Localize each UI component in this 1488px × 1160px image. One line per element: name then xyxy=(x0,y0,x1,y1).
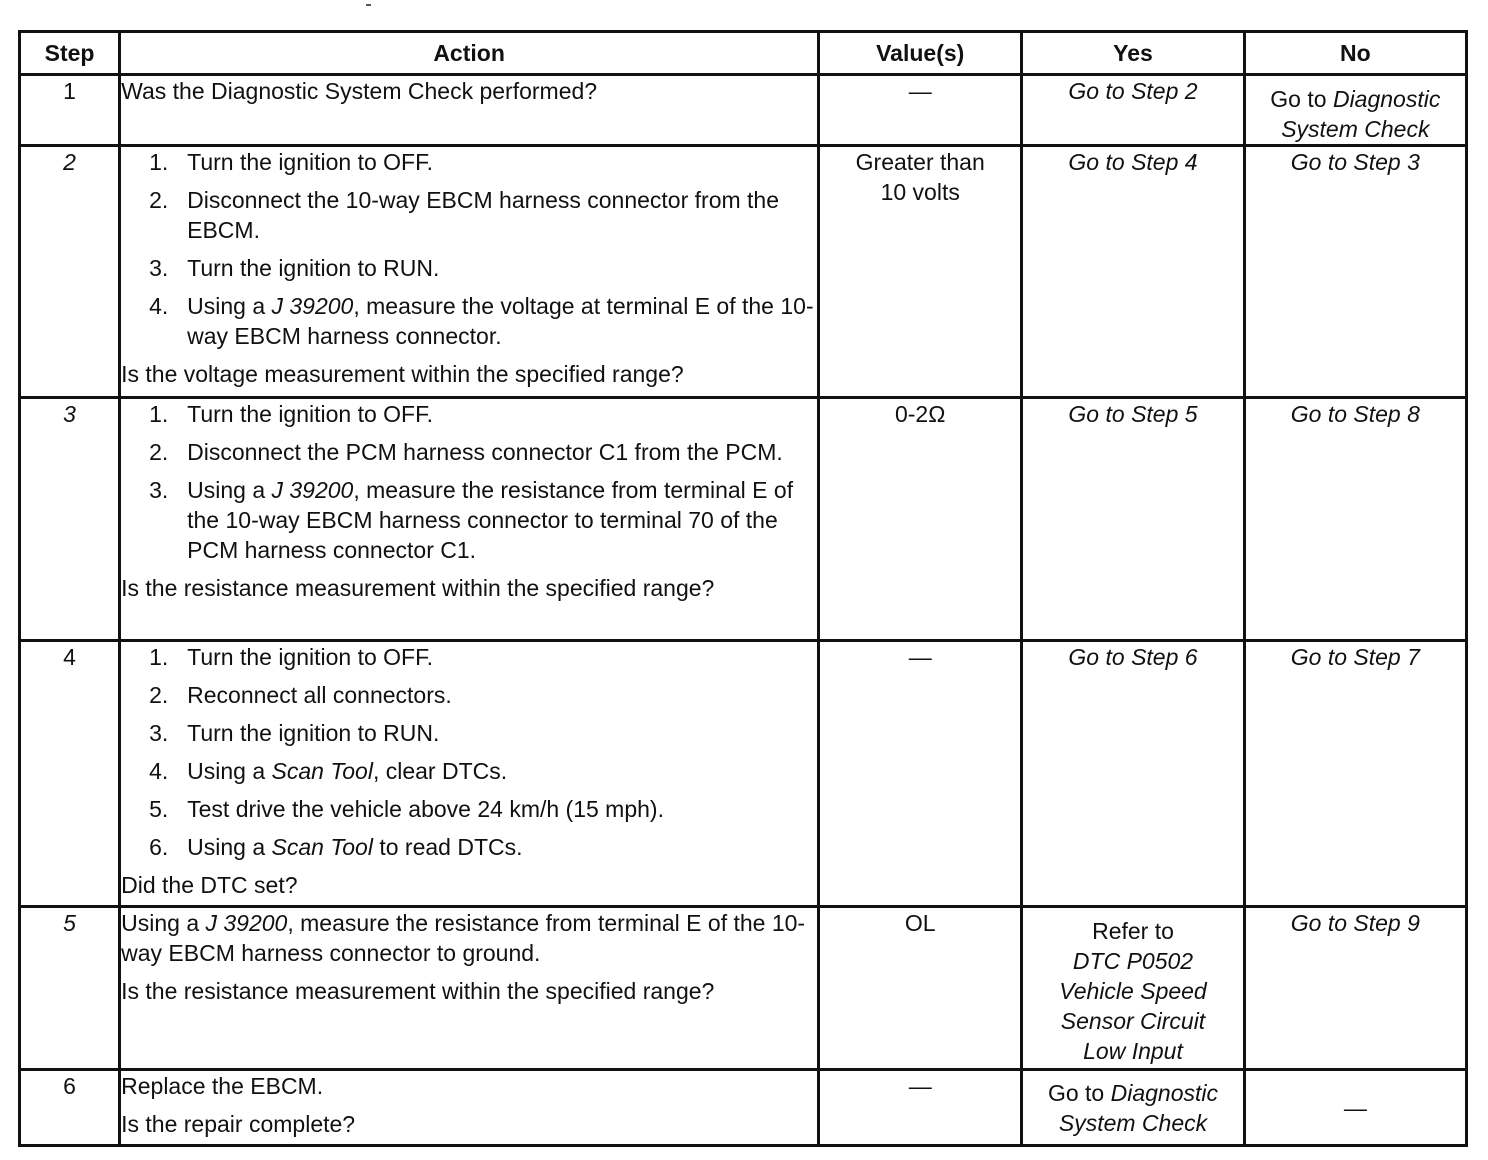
table-row-step-6 xyxy=(20,1070,1467,1146)
no-cell: Go to Step 7 xyxy=(1244,641,1466,907)
list-item: 2. Disconnect the PCM harness connector C1 from the PCM. xyxy=(149,439,783,465)
step-number: 6 xyxy=(20,1070,120,1146)
question-text: Is the resistance measurement within the specified range? xyxy=(121,978,715,1004)
action-cell xyxy=(120,1070,819,1146)
no-prefix: Go to xyxy=(1270,86,1333,112)
question-text: Is the resistance measurement within the specified range? xyxy=(121,575,715,601)
list-item: 2. Disconnect the 10-way EBCM harness connector from the EBCM. xyxy=(149,187,780,243)
table-row-step-4 xyxy=(20,641,1467,907)
no-cell: Go to Step 3 xyxy=(1244,146,1466,398)
diagnostic-table xyxy=(18,30,1468,1147)
yes-prefix: Go to xyxy=(1047,1079,1111,1106)
step-number: 1 xyxy=(20,75,120,146)
yes-cell: Go to Step 4 xyxy=(1022,146,1244,398)
yes-cell xyxy=(1022,1070,1244,1146)
header-values: Value(s) xyxy=(819,32,1022,75)
action-cell xyxy=(120,907,819,1070)
list-item: 6. Using a Scan Tool to read DTCs. xyxy=(149,834,523,860)
list-item: 3. Using a J 39200, measure the resistance from terminal E of the 10-way EBCM harness connector to terminal 70 of the PCM harness connector C1. xyxy=(149,477,794,563)
action-cell xyxy=(120,146,819,398)
no-cell: Go to Step 9 xyxy=(1244,907,1466,1070)
instruction-text: Replace the EBCM. xyxy=(121,1073,324,1099)
scan-mark xyxy=(366,4,371,6)
list-item: 4. Using a Scan Tool, clear DTCs. xyxy=(149,758,508,784)
action-cell xyxy=(120,75,819,146)
yes-cell: Go to Step 2 xyxy=(1022,75,1244,146)
step-number: 3 xyxy=(20,398,120,641)
yes-prefix: Refer to xyxy=(1092,918,1174,944)
action-cell xyxy=(120,398,819,641)
yes-cell xyxy=(1022,907,1244,1070)
list-item: 2. Reconnect all connectors. xyxy=(149,682,452,708)
list-item: 1. Turn the ignition to OFF. xyxy=(149,149,433,175)
value-cell: — xyxy=(819,1070,1022,1146)
header-action: Action xyxy=(120,32,819,75)
list-item: 4. Using a J 39200, measure the voltage at terminal E of the 10-way EBCM harness connector. xyxy=(149,293,814,349)
no-cell: — xyxy=(1244,1070,1466,1146)
yes-link-text: DTC P0502 Vehicle Speed Sensor Circuit Low Input xyxy=(1059,948,1207,1064)
question-text: Did the DTC set? xyxy=(121,872,298,898)
header-yes: Yes xyxy=(1022,32,1244,75)
header-step: Step xyxy=(20,32,120,75)
header-no: No xyxy=(1244,32,1466,75)
question-text: Was the Diagnostic System Check performed? xyxy=(121,78,598,104)
header-row xyxy=(20,32,1467,75)
procedure-list xyxy=(121,642,817,862)
value-cell: Greater than 10 volts xyxy=(819,146,1022,398)
yes-link-text: Diagnostic System Check xyxy=(1058,1079,1219,1136)
question-text: Is the voltage measurement within the specified range? xyxy=(121,361,684,387)
instruction-text: Using a J 39200, measure the resistance from terminal E of the 10-way EBCM harness connector to ground. xyxy=(121,910,806,966)
list-item: 1. Turn the ignition to OFF. xyxy=(149,401,433,427)
table-row-step-1 xyxy=(20,75,1467,146)
question-text: Is the repair complete? xyxy=(121,1111,356,1137)
action-cell xyxy=(120,641,819,907)
value-cell: 0-2Ω xyxy=(819,398,1022,641)
procedure-list xyxy=(121,147,817,351)
value-cell: — xyxy=(819,75,1022,146)
list-item: 3. Turn the ignition to RUN. xyxy=(149,255,440,281)
table-row-step-2 xyxy=(20,146,1467,398)
step-number: 4 xyxy=(20,641,120,907)
list-item: 1. Turn the ignition to OFF. xyxy=(149,644,433,670)
step-number: 5 xyxy=(20,907,120,1070)
procedure-list xyxy=(121,399,817,565)
step-number: 2 xyxy=(20,146,120,398)
no-cell: Go to Step 8 xyxy=(1244,398,1466,641)
no-cell xyxy=(1244,75,1466,146)
no-link-text: Diagnostic System Check xyxy=(1281,86,1441,142)
yes-cell: Go to Step 6 xyxy=(1022,641,1244,907)
value-cell: — xyxy=(819,641,1022,907)
list-item: 5. Test drive the vehicle above 24 km/h (15 mph). xyxy=(149,796,664,822)
table-row-step-5 xyxy=(20,907,1467,1070)
table-row-step-3 xyxy=(20,398,1467,641)
yes-cell: Go to Step 5 xyxy=(1022,398,1244,641)
list-item: 3. Turn the ignition to RUN. xyxy=(149,720,440,746)
value-cell: OL xyxy=(819,907,1022,1070)
